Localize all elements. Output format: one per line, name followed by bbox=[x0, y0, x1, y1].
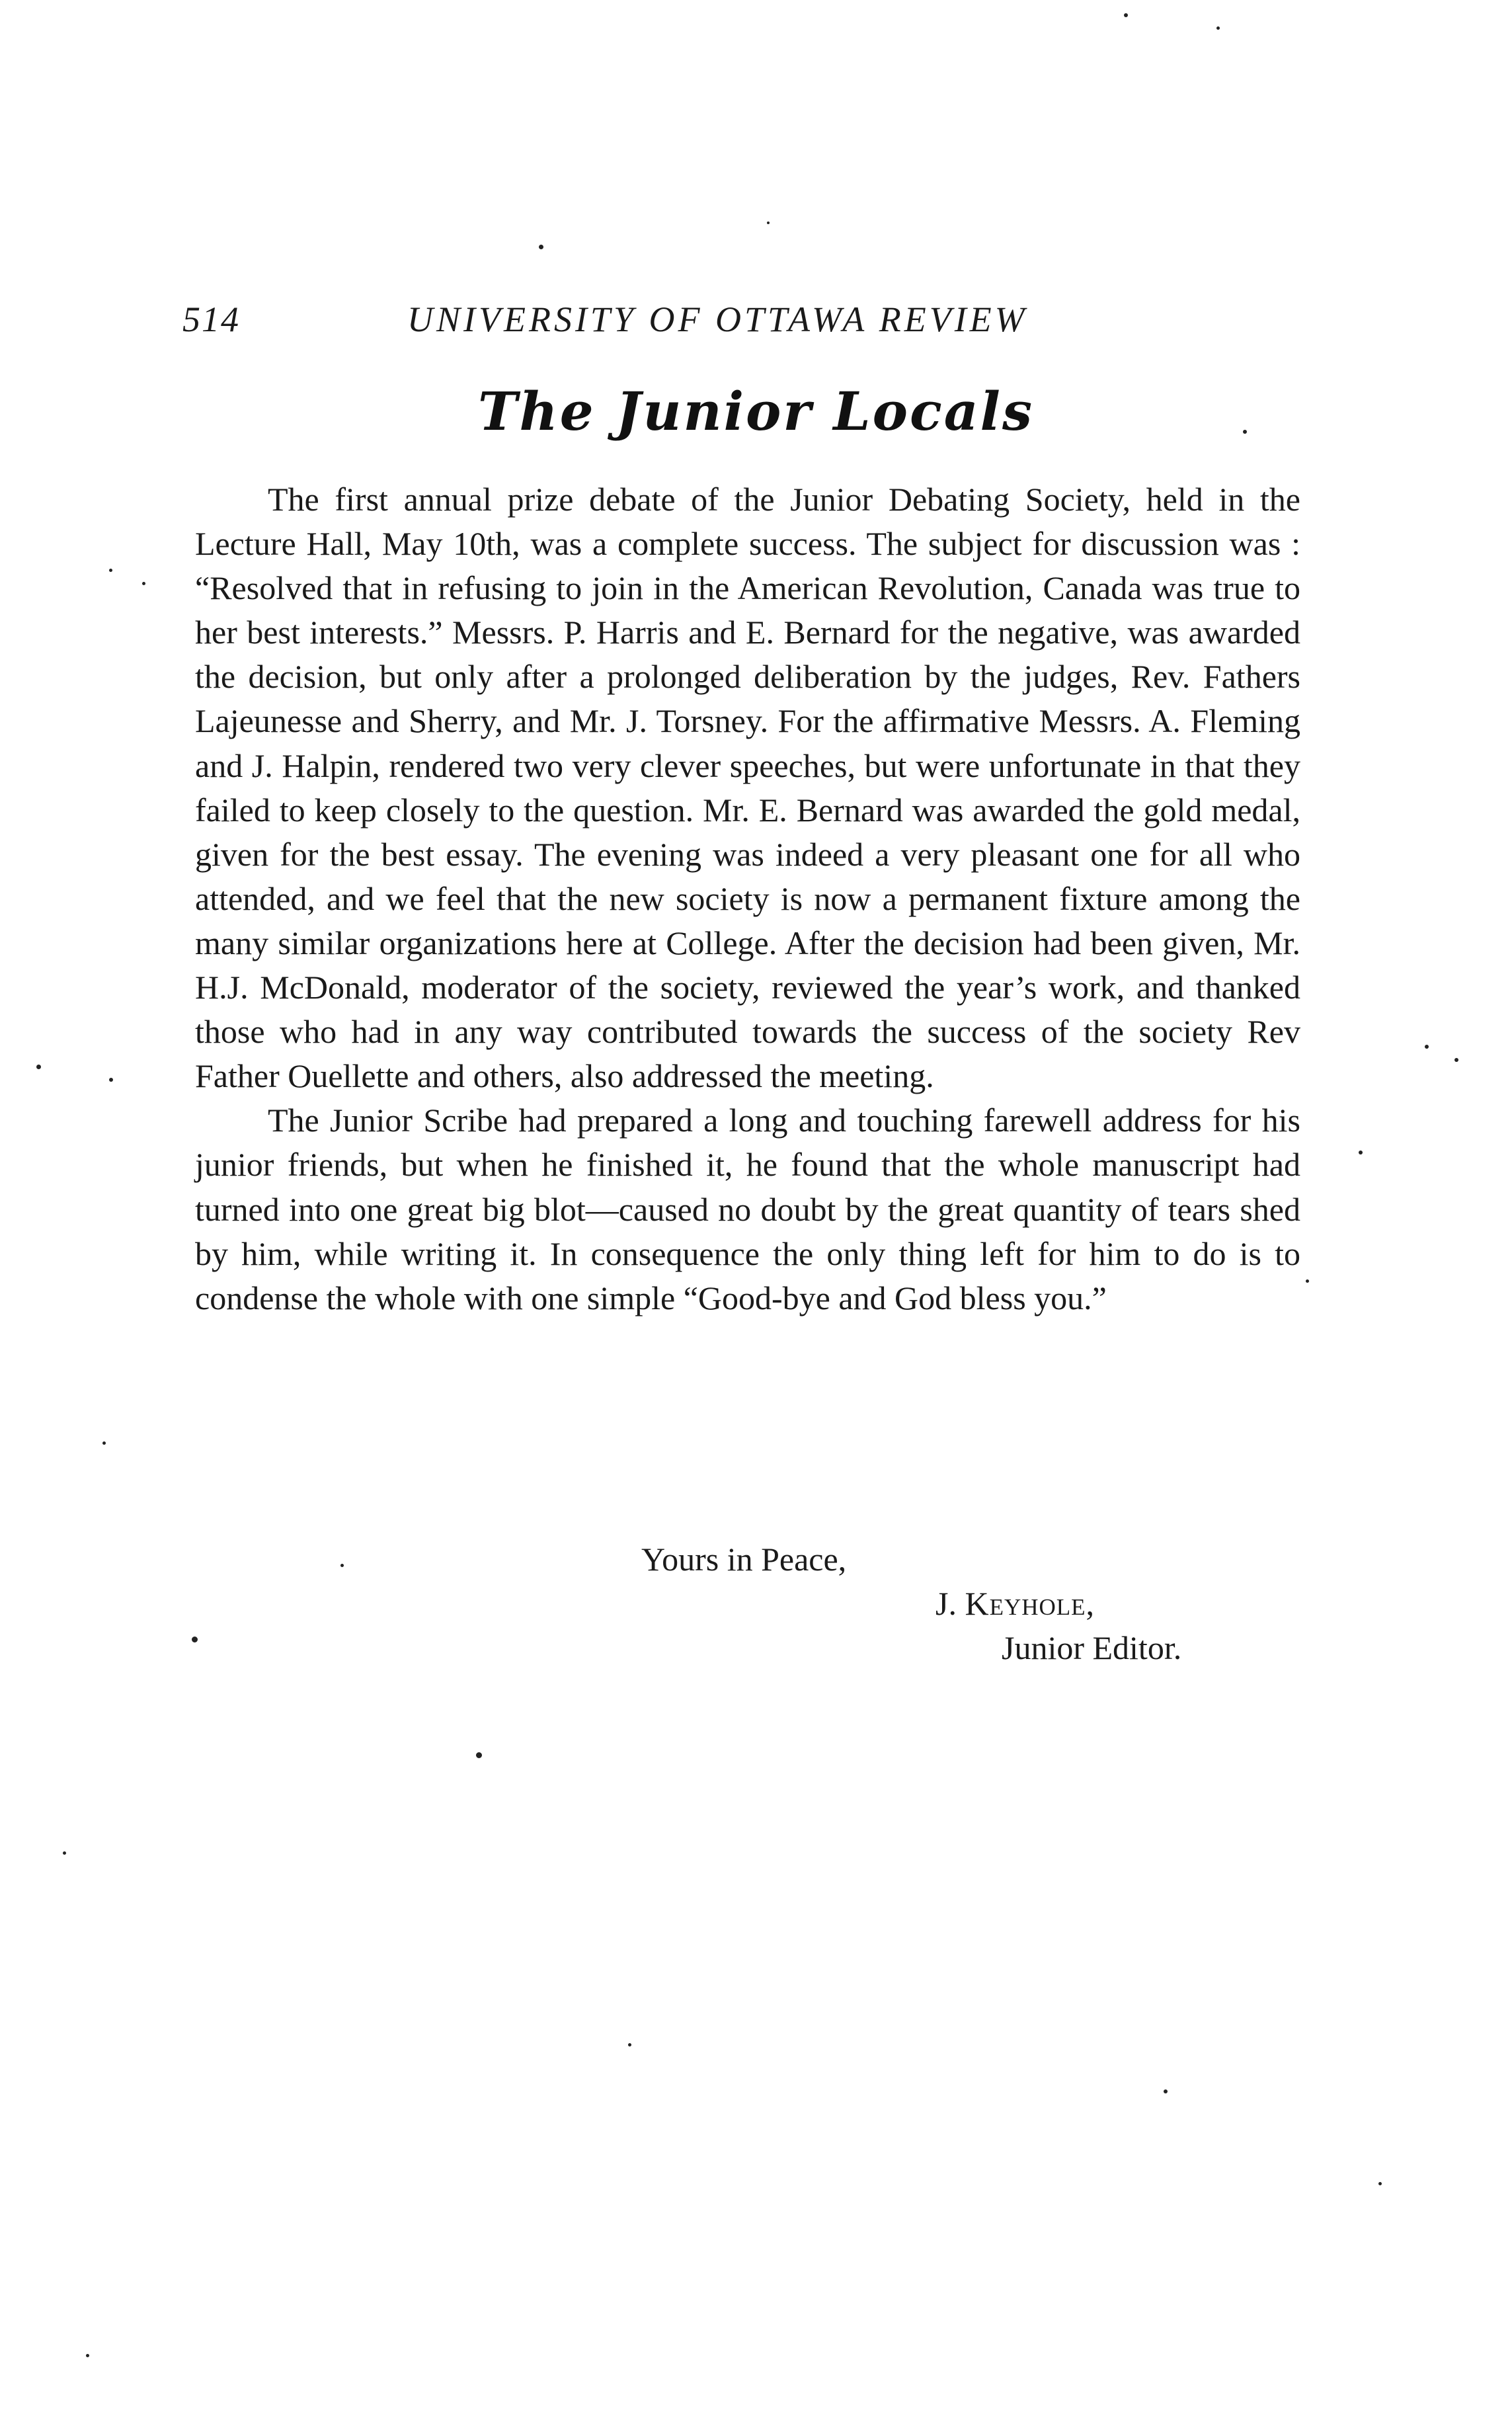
scan-speck bbox=[86, 2354, 89, 2357]
signature-surname: Keyhole, bbox=[965, 1585, 1095, 1622]
page-number: 514 bbox=[182, 300, 240, 339]
running-header bbox=[182, 299, 1095, 345]
signature-initial: J. bbox=[935, 1585, 965, 1622]
scan-speck bbox=[1306, 1279, 1309, 1283]
scan-speck bbox=[1216, 26, 1220, 30]
scan-speck bbox=[340, 1564, 344, 1567]
scan-speck bbox=[539, 245, 543, 249]
journal-title: UNIVERSITY OF OTTAWA REVIEW bbox=[407, 300, 1028, 339]
scan-speck bbox=[102, 1441, 106, 1445]
scan-speck bbox=[1243, 430, 1247, 434]
scan-speck bbox=[1454, 1058, 1458, 1062]
signature-role: Junior Editor. bbox=[1002, 1629, 1182, 1666]
scan-speck bbox=[36, 1065, 41, 1069]
scan-speck bbox=[767, 222, 770, 224]
article-paragraph: The Junior Scribe had prepared a long and touching farewell address for his junior friends, but when he finished it, he found that the whole manuscript had turned into one great big blot—caused no doubt by the great quantity of tears shed by him, while writing it. In consequence the only thing left for him to do is to condense the whole with one simple “Good-bye and God bless you.” bbox=[195, 1102, 1300, 1316]
scan-speck bbox=[1124, 13, 1128, 17]
scan-speck bbox=[109, 569, 112, 572]
scan-speck bbox=[142, 582, 145, 585]
article-paragraph: The first annual prize debate of the Junior Debating Society, held in the Lecture Hall, May 10th, was a complete success. The subject for discussion was : “Resolved that in refusing to join in the American Revolution, Canada was true to her best interests.” Messrs. P. Harris and E. Bernard for the negative, was awarded the decision, but only after a prolonged deliberation by the judges, Rev. Fathers Lajeunesse and Sherry, and Mr. J. Torsney. For the affirmative Messrs. A. Fleming and J. Halpin, rendered two very clever speeches, but were unfortunate in that they failed to keep closely to the question. Mr. E. Bernard was awarded the gold medal, given for the best essay. The evening was indeed a very pleasant one for all who attended, and we feel that the new society is now a permanent fixture among the many similar organizations here at College. After the decision had been given, Mr. H.J. McDonald, moderator of the society, reviewed the year’s work, and thanked those who had in any way contributed towards the success of the society Rev Father Ouellette and others, also addressed the meeting. bbox=[195, 481, 1300, 1095]
scan-speck bbox=[1425, 1045, 1429, 1049]
closing-salutation: Yours in Peace, bbox=[641, 1541, 847, 1578]
scan-speck bbox=[1378, 2182, 1382, 2185]
scan-speck bbox=[1359, 1151, 1363, 1154]
article-body bbox=[195, 477, 1300, 1320]
scan-speck bbox=[192, 1637, 198, 1642]
signature-name bbox=[935, 1582, 1095, 1626]
scan-speck bbox=[63, 1851, 66, 1855]
section-title: The Junior Locals bbox=[478, 380, 1034, 442]
scan-speck bbox=[109, 1078, 113, 1082]
scan-speck bbox=[1164, 2089, 1168, 2093]
scan-speck bbox=[628, 2043, 631, 2046]
scan-speck bbox=[476, 1752, 482, 1758]
